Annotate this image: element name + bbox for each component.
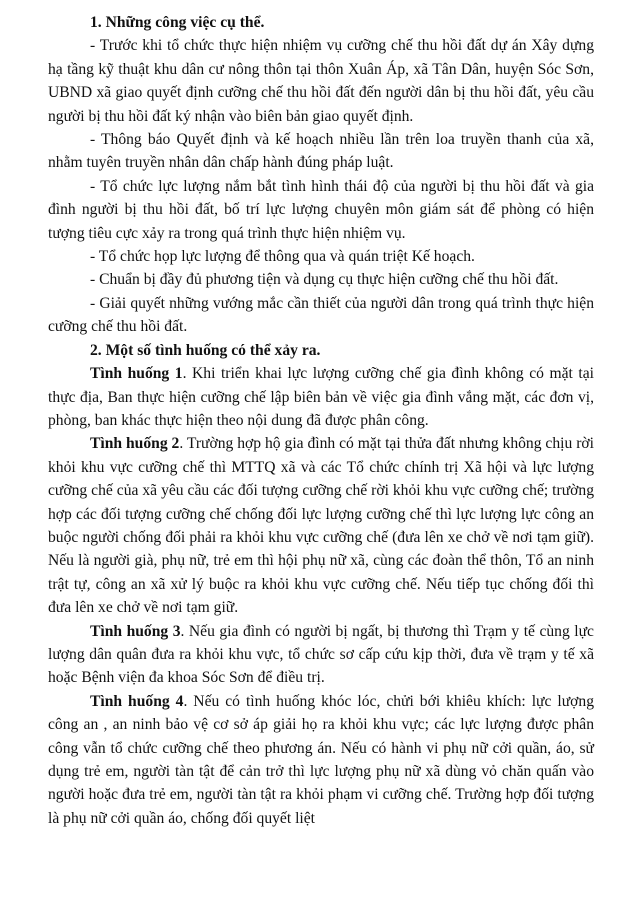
case-label: Tình huống 3	[90, 622, 181, 640]
case-paragraph-1	[48, 362, 594, 432]
section-1-item: - Chuẩn bị đầy đủ phương tiện và dụng cụ thực hiện cưỡng chế thu hồi đất.	[90, 271, 559, 289]
case-text: . Nếu có tình huống khóc lóc, chửi bới khiêu khích: lực lượng công an , an ninh bảo vệ cơ sở áp giải họ ra khỏi khu vực; các lực lượng được phân công vẫn tổ chức cưỡng chế theo phương án. Nếu có hành vi phụ nữ cởi quần, áo, sử dụng trẻ em, người tàn tật để cản trở thì lực lượng phụ nữ xã dùng vỏ chăn quấn vào người hoặc đưa trẻ em, người tàn tật ra khỏi phạm vi cưỡng chế. Trường hợp đối tượng là phụ nữ cởi quần áo, chống đối quyết liệt	[48, 692, 594, 827]
section-1-item: - Tổ chức lực lượng nắm bắt tình hình thái độ của người bị thu hồi đất và gia đình người bị thu hồi đất, bố trí lực lượng chuyên môn giám sát để phòng có hiện tượng tiêu cực xảy ra trong quá trình thực hiện nhiệm vụ.	[48, 177, 594, 242]
section-2-heading: 2. Một số tình huống có thể xảy ra.	[90, 341, 321, 359]
case-paragraph-3	[48, 620, 594, 690]
case-label: Tình huống 2	[90, 435, 180, 453]
case-paragraph-4	[48, 690, 594, 830]
case-label: Tình huống 4	[90, 692, 184, 710]
case-label: Tình huống 1	[90, 365, 183, 383]
case-text: . Khi triển khai lực lượng cưỡng chế gia đình không có mặt tại thực địa, Ban thực hiện cưỡng chế lập biên bản về việc gia đình vắng mặt, các đơn vị, phòng, ban khác thực hiện theo nội dung đã được phân công.	[48, 365, 594, 429]
section-1-heading: 1. Những công việc cụ thể.	[90, 14, 265, 31]
case-text: . Nếu gia đình có người bị ngất, bị thương thì Trạm y tế cùng lực lượng dân quân đưa ra khỏi khu vực, tổ chức sơ cấp cứu kịp thời, đưa về trạm y tế xã hoặc Bệnh viện đa khoa Sóc Sơn để điều trị.	[48, 622, 594, 687]
section-1-item: - Thông báo Quyết định và kế hoạch nhiều lần trên loa truyền thanh của xã, nhằm tuyên truyền nhân dân chấp hành đúng pháp luật.	[48, 131, 594, 172]
section-1-item: - Trước khi tổ chức thực hiện nhiệm vụ cưỡng chế thu hồi đất dự án Xây dựng hạ tầng kỹ thuật khu dân cư nông thôn tại thôn Xuân Áp, xã Tân Dân, huyện Sóc Sơn, UBND xã giao quyết định cưỡng chế thu hồi đất đến người dân bị thu hồi đất, yêu cầu người bị thu hồi đất ký nhận vào biên bản giao quyết định.	[48, 37, 594, 125]
section-1-item: - Giải quyết những vướng mắc cần thiết của người dân trong quá trình thực hiện cưỡng chế thu hồi đất.	[48, 294, 594, 336]
section-1-item: - Tổ chức họp lực lượng để thông qua và quán triệt Kế hoạch.	[90, 248, 475, 266]
case-text: . Trường hợp hộ gia đình có mặt tại thửa đất nhưng không chịu rời khỏi khu vực cưỡng chế thì MTTQ xã và các Tổ chức chính trị Xã hội và lực lượng cưỡng chế của xã yêu cầu các đối tượng cưỡng chế rời khỏi khu vực cưỡng chế; trường hợp các đối tượng cưỡng chế chống đối lực lượng cưỡng chế thì lực lượng lực công an buộc người chống đối phải ra khỏi khu vực cưỡng chế (đưa lên xe chở về nơi tạm giữ). Nếu là người già, phụ nữ, trẻ em thì hội phụ nữ xã, cùng các đoàn thể thôn, Tổ an ninh trật tự, công an xã xử lý buộc ra khỏi khu vực cưỡng chế. Nếu tiếp tục chống đối thì đưa lên xe chở về nơi tạm giữ.	[48, 435, 594, 617]
case-paragraph-2	[48, 432, 594, 619]
